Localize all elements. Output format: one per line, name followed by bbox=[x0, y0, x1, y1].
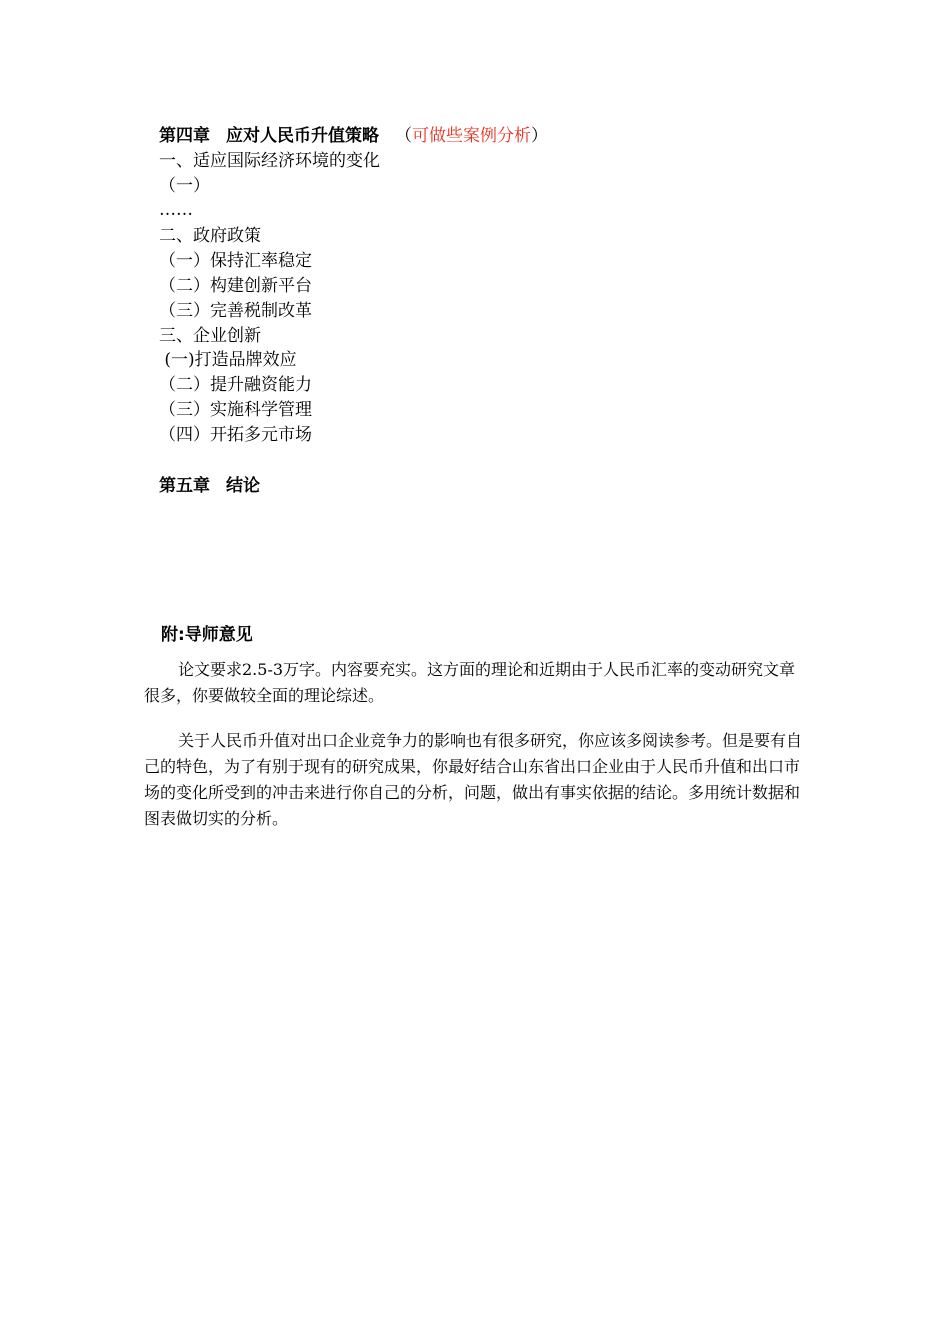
outline-item: 一、适应国际经济环境的变化 bbox=[159, 151, 380, 171]
outline-item: （三）完善税制改革 bbox=[159, 301, 312, 321]
chapter5-heading bbox=[159, 474, 260, 498]
chapter4-note: 可做些案例分析 bbox=[412, 126, 531, 146]
chapter4-heading bbox=[159, 124, 548, 148]
outline-item: （一） bbox=[159, 176, 210, 196]
chapter4-number: 第四章 bbox=[159, 126, 210, 146]
chapter4-note-close: ） bbox=[531, 126, 548, 146]
outline-item: （二）提升融资能力 bbox=[159, 375, 312, 395]
outline-item: 二、政府政策 bbox=[159, 226, 261, 246]
outline-item: （四）开拓多元市场 bbox=[159, 425, 312, 445]
chapter4-note-open: （ bbox=[395, 126, 412, 146]
outline-item: （一）保持汇率稳定 bbox=[159, 251, 312, 271]
outline-item: (一)打造品牌效应 bbox=[159, 350, 297, 370]
outline-item: …… bbox=[159, 200, 193, 220]
advisor-paragraph-2: 关于人民币升值对出口企业竞争力的影响也有很多研究，你应该多阅读参考。但是要有自己的特色，为了有别于现有的研究成果，你最好结合山东省出口企业由于人民币升值和出口市场的变化所受到的冲击来进行你自己的分析，问题，做出有事实依据的结论。多用统计数据和图表做切实的分析。 bbox=[144, 731, 803, 828]
outline-item: （二）构建创新平台 bbox=[159, 276, 312, 296]
outline-item: 三、企业创新 bbox=[159, 326, 261, 346]
chapter5-title: 结论 bbox=[226, 476, 260, 496]
appendix-title: 附:导师意见 bbox=[161, 625, 253, 645]
chapter4-title: 应对人民币升值策略 bbox=[226, 126, 379, 146]
outline-item: （三）实施科学管理 bbox=[159, 400, 312, 420]
chapter5-number: 第五章 bbox=[159, 476, 210, 496]
advisor-paragraph-1: 论文要求2.5-3万字。内容要充实。这方面的理论和近期由于人民币汇率的变动研究文章很多，你要做较全面的理论综述。 bbox=[144, 660, 796, 705]
